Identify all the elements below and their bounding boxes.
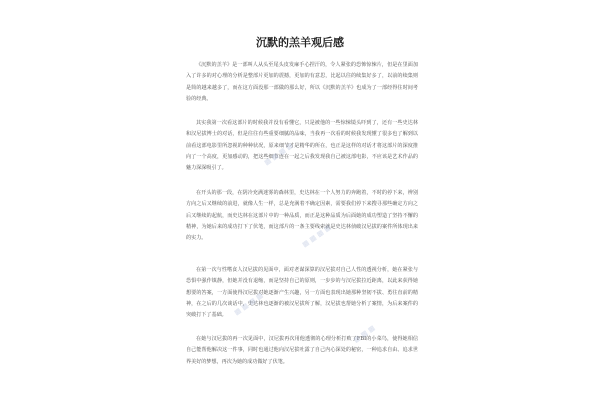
watermark: ▦ ▦ ▦ ▦ [232,291,265,317]
paragraph-1: 《沉默的羔羊》是一部叫人从头至尾头皮发麻手心捏汗的，令人紧张的恐怖惊悚片，但是在里面加入了许多的对心理的分析是整部片更加的震撼，更加的有意思，比起以往的续集好多了，以前的续集则是简的越来越多了，而在这方面没那一部做的那么好，所以《沉默的羔羊》也成为了一部经得住时间考验的经典。 [186,62,418,102]
watermark: ▦ ▦ ▦ ▦ [300,223,333,249]
document-title: 沉默的羔羊观后感 [256,36,344,49]
paragraph-5: 在她与汉尼拔的再一次见面中，汉尼拔再次用他透彻的心理分析打败了FBI的小菜鸟，使得她相信自己能帮他解决这一件事，同时也通过他向汉尼拔吐露了自己内心深处的秘密，一种追求自由、追求世界美好的梦想，再次为她的成功做好了伏笔。 [186,336,418,365]
watermark: ▦ ▦ ▦ [351,323,377,345]
paragraph-2: 其实我第一次看这部片的时候我并没有看懂它，只是被他的一些惊悚镜头吓到了，还有一些史达林和汉尼拔博士的对话，但是往往有些重要细腻的品味，当我再一次看的时候我发现懂了很多也了解到以前看这部电影里所忽视的种种状况，原来细节才是精华的所在，也正是这样的对话才将这部片的深度推向了一个高度，更加感动的，把这些细节连在一起之后我发现我自己被这部电影，不应该是艺术作品的魅力深深吸引了。 [186,120,418,172]
paragraph-4: 在第一次与性嗜食人汉尼拔的见面中，面对老谋深算的汉尼拔对自己人性的透视分析，她在紧张与恐惧中强作镇静，但她并没有退缩，而是坚持自己的原则，一步步的与汉尼拔拉近距离，以此来获得她想要的答案，一方面使得汉尼拔对她逐渐产生兴趣，另一方面也表现出她那种坚韧不拔、勇往直前的精神，在之后的几次谈话中，史达林也逐渐的被汉尼拔所了解，汉尼拔也帮她分析了案情，为后来案件的突破打下了基础。 [186,267,418,319]
watermark: ▦ ▦ ▦ ▦ [262,141,295,167]
paragraph-3: 在开头的那一段，在阴冷充满迷雾的森林里，史达林在一个人努力的奔跑着，不时的停下来，辨别方向之后又继续的前进，就像人生一样，总是充满着不确定因素，需要我们停下来搜寻那些确定方向之后又继续的起航，而史达林在这部片中的一种品质，而正是这种品质为后面她的成功塑造了坚持不懈的精神，为她后来的成功打下了伏笔，而这部片的一条主要线索就是史达林侦破汉尼拔的案件所体现出来的实力。 [186,190,418,242]
